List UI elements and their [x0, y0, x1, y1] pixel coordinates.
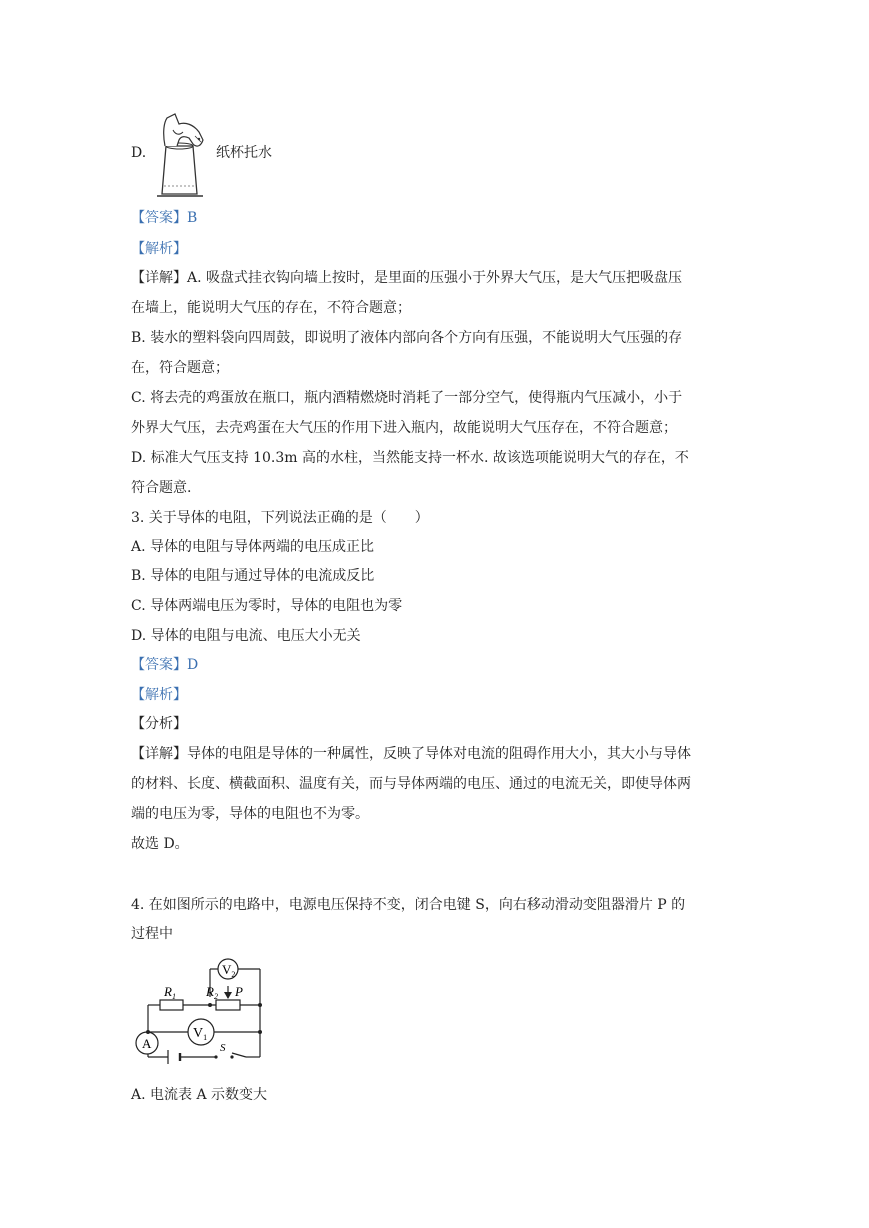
q2-answer: 【答案】B	[131, 210, 198, 226]
slider-arrow-icon	[224, 992, 232, 999]
ammeter-label: A	[142, 1036, 152, 1051]
q2-detail-line: 外界大气压，去壳鸡蛋在大气压的作用下进入瓶内，故能说明大气压存在，不符合题意；	[131, 420, 677, 436]
q3-option-d: D. 导体的电阻与电流、电压大小无关	[131, 628, 361, 644]
q3-detail-line: 的材料、长度、横截面积、温度有关，而与导体两端的电压、通过的电流无关，即使导体两	[131, 776, 691, 792]
q2-detail-line: 【详解】A. 吸盘式挂衣钩向墙上按时，是里面的压强小于外界大气压，是大气压把吸盘压	[131, 270, 683, 286]
q4-stem-line: 4. 在如图所示的电路中，电源电压保持不变，闭合电键 S，向右移动滑动变阻器滑片 P 的	[131, 897, 686, 913]
p-label: P	[235, 984, 243, 999]
q3-option-c: C. 导体两端电压为零时，导体的电阻也为零	[131, 598, 403, 614]
q3-option-a: A. 导体的电阻与导体两端的电压成正比	[131, 539, 375, 555]
q2-analysis-heading: 【解析】	[131, 241, 187, 257]
q3-detail-line: 故选 D。	[131, 836, 189, 852]
q2-detail-line: B. 装水的塑料袋向四周鼓，即说明了液体内部向各个方向有压强，不能说明大气压强的存	[131, 330, 683, 346]
option-d-caption: 纸杯托水	[216, 145, 272, 161]
r1-label: $R_1$	[164, 984, 176, 1001]
q3-stem: 3. 关于导体的电阻，下列说法正确的是（ ）	[131, 510, 429, 526]
q2-detail-line: 符合题意.	[131, 480, 192, 496]
q3-option-b: B. 导体的电阻与通过导体的电流成反比	[131, 568, 375, 584]
q3-answer: 【答案】D	[131, 657, 199, 673]
option-d-label: D.	[131, 145, 147, 161]
v1-label: $V_1$	[193, 1026, 208, 1042]
q2-detail-line: C. 将去壳的鸡蛋放在瓶口，瓶内酒精燃烧时消耗了一部分空气，使得瓶内气压减小，小于	[131, 390, 683, 406]
q2-detail-line: D. 标准大气压支持 10.3m 高的水柱，当然能支持一杯水. 故该选项能说明大气的存在，不	[131, 450, 689, 466]
circuit-diagram	[128, 952, 268, 1064]
q4-option-a: A. 电流表 A 示数变大	[131, 1087, 268, 1103]
q4-stem-line: 过程中	[131, 926, 173, 942]
paper-cup-figure	[155, 112, 215, 202]
switch-label: S	[220, 1042, 226, 1054]
q2-detail-line: 在，符合题意；	[131, 360, 229, 376]
q3-analysis-heading: 【解析】	[131, 687, 187, 703]
q2-detail-line: 在墙上，能说明大气压的存在，不符合题意；	[131, 300, 411, 316]
v2-label: $V_2$	[222, 962, 236, 979]
q3-detail-line: 端的电压为零，导体的电阻也不为零。	[131, 806, 369, 822]
q3-detail-line: 【详解】导体的电阻是导体的一种属性，反映了导体对电流的阻碍作用大小，其大小与导体	[131, 746, 691, 762]
q3-fenxi-heading: 【分析】	[131, 716, 187, 732]
r2-label: $R_2$	[206, 984, 218, 1001]
